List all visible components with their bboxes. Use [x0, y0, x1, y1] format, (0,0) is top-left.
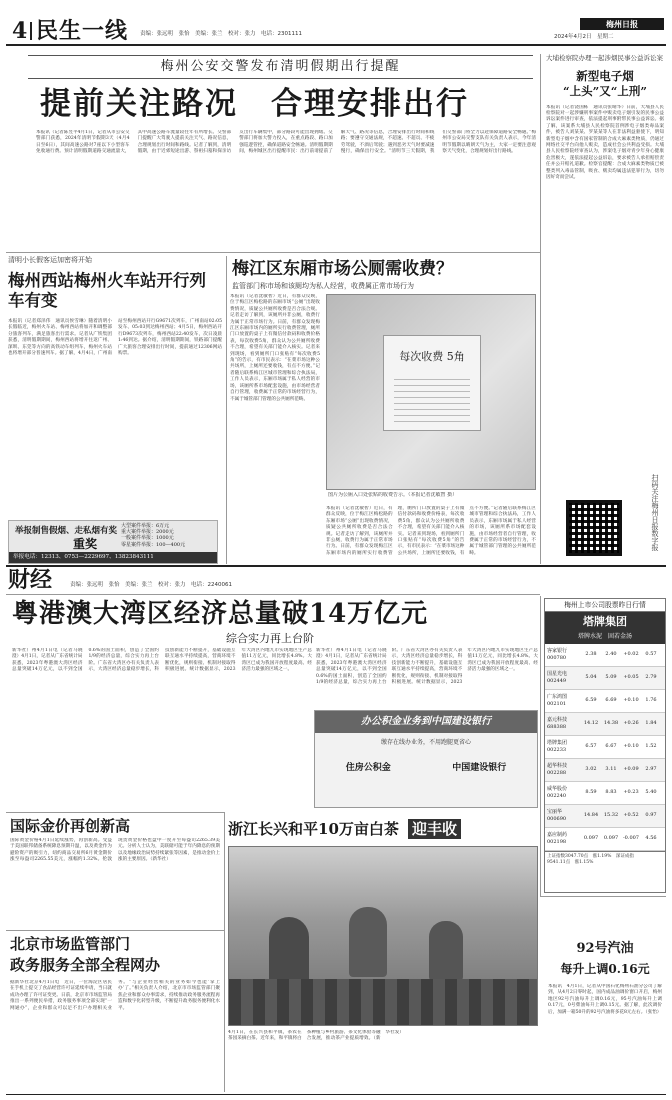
sidebar-kicker: 大埔检察院办理一起涉烟民事公益诉讼案 [546, 54, 663, 62]
stock-row [545, 828, 665, 851]
stock-row [545, 690, 665, 713]
gba-headline: 粤港澳大湾区经济总量破14万亿元 [12, 599, 429, 629]
masthead-rule [6, 44, 666, 46]
stock-value: 0.097 [603, 835, 619, 842]
tea-bushes [229, 979, 537, 1025]
fee-sign-lines [394, 374, 470, 424]
ad-level: 一般案件举报：1000元 [121, 535, 174, 542]
rail-label-text: 扫码关注梅州日报数字报 [651, 474, 659, 551]
stock-footer-line: 9541.11点 涨1.15% [547, 860, 594, 865]
stock-name: 宝丽华 [547, 809, 563, 815]
stock-name-cell [545, 717, 581, 731]
stock-value: 14.12 [583, 720, 599, 727]
tea-headline-emph: 迎丰收 [408, 819, 461, 839]
fuel-headline-2: 每升上调0.16元 [560, 962, 650, 976]
beijing-headline-1: 北京市场监管部门 [10, 935, 131, 953]
stock-code: 000780 [547, 655, 567, 661]
gold-divider [6, 812, 224, 813]
stock-code: 002101 [547, 701, 567, 707]
ad-levels [121, 523, 217, 548]
gba-subhead: 综合实力再上台阶 [226, 632, 314, 645]
issue-date: 2024年4月2日 星期二 [554, 34, 614, 40]
report-reward-ad [8, 520, 218, 564]
stock-name: 嘉应制药 [547, 832, 568, 838]
stock-value: +0.26 [623, 720, 639, 727]
stock-value: 0.57 [645, 651, 657, 658]
stock-row [545, 759, 665, 782]
stock-value: 3.02 [585, 766, 597, 773]
stock-brand [545, 612, 665, 644]
stock-name-cell [545, 671, 581, 685]
housing-fund-logo: 住房公积金 [345, 763, 391, 773]
fee-sign [383, 335, 481, 431]
ad-level: 零星案件举报：100—400元 [121, 541, 186, 548]
stock-value: 15.32 [603, 812, 619, 819]
editor-line: 责编：张远明 张怡 美编：张兰 校对：张力 电话：2301111 [140, 31, 302, 37]
rail-divider [540, 54, 541, 564]
lead-headline: 提前关注路况 合理安排出行 [40, 86, 469, 122]
stock-value: 6.67 [605, 743, 617, 750]
toilet-caption: 图片为公厕入口处张贴的收费告示。（本报记者沈敏智 摄） [328, 492, 458, 498]
stock-value: +0.09 [623, 766, 639, 773]
tea-photo [228, 846, 538, 1026]
stock-footer-line: 上证指数3047.70点 涨1.19% 深证成指 [547, 854, 634, 859]
stock-value: 3.11 [605, 766, 617, 773]
lead-body: 本报讯（记者陈昱平4月1日，记者从市公安交警部门获悉，2024年清明节假期3天（4月4日至6日），其间高速公路对7座以下小型客车免收通行费。预计清明假期道路交通流量大，其中高速公路车流量较往年有所增长。交警部门提醒广大驾驶人提前关注天气、路况信息，合理规划出行时间和路线。记者了解到，清明假期，由于近郊短途出游、祭祖扫墓和探亲访友出行车辆集中，部分路段可能出现拥堵。交警部门将加大警力投入，在重点路段、路口加强巡逻管控，确保道路安全畅通。清明假期期间，梅州城区出行提醒市民：出行前请提前了解天气、路况等信息，合理安排出行时间和线路；要遵守交通法规，不超速、不超员、不疲劳驾驶，不酒后驾驶；遇到恶劣天气时要减速慢行，确保出行安全。“清明节三天假期，我们交警部门将全力以赴保障道路安全畅通。”梅州市公安局交警支队有关负责人表示，今年清明节假期以晴朗天气为主，大家一定要注意观察天气变化，合理规划好出行路线。 [36, 130, 536, 155]
stock-value: 6.59 [585, 697, 597, 704]
stock-title: 梅州上市公司股票昨日行情 [545, 599, 665, 612]
train-body: 本报讯（记者郑泽伟 通讯员侯雪琳）随着清明小长假临近，梅州火车站、梅州西站将加开和调整部分旅客列车，满足旅客出行需求。记者从广铁集团获悉，清明假期期间，梅州西站将增开往返广州、深圳、东莞等方向的高铁动车组列车，梅州火车站也将增开部分普速列车。据了解，4月4日，广州南站至梅州西站开行G9671次列车，广州南站02:05发车、05:03到达梅州西站；4月5日，梅州西站开行D9673次列车，梅州西站22:40发车，次日凌晨1:46到达。据介绍，清明假期期间，铁路部门提醒广大旅客合理安排出行时间，提前通过12306网站购票。 [8, 319, 222, 357]
brand-name: 塔牌集团 [583, 615, 627, 628]
stock-value: 2.97 [645, 766, 657, 773]
toilet-body-right: 本报讯（记者沈敏智）近日，有群众反映，位于梅江区梅松路的东厢市场“公厕”出现收费情况，质疑公共厕所收费是否合法合规。记者走访了解到，该厕所并非公厕，收费行为属于正常市场行为。日前，有群众发现梅江区东厢市场内的厕所实行收费管理，厕所门口放置的桌子上有微信付款码和收费价格表，每次收费5角，群众认为公共厕所收费不合理，希望有关部门能介入核实。记者来到现场，看到厕所门口张贴有“每次收费5角”的告示，有市民表示：“在菜市场这种公共场所，上厕所还要收钱，有点不方便。”记者随后联系梅江区城市管理和综合执法局，工作人员表示，东厢市场属于私人经营的市场，该厕所系市场配套设施，由市场经营者自行管理，收费属于正常的市场经营行为，不属于城管部门管理的公共厕所范畴。 [326, 506, 536, 556]
stock-name-cell [545, 809, 581, 823]
fee-sign-text: 每次收费 5角 [399, 350, 465, 363]
stock-code: 000690 [547, 816, 567, 822]
qr-code-icon [566, 500, 622, 556]
stock-name: 威华股份 [547, 786, 568, 792]
gold-body: 国际黄金价格4月1日延续涨势，再创新高。受益于美国联邦储备系统降息预期升温，以及黄金作为避险资产的吸引力，纽约商品交易所6月黄金期价涨至每盎司2265.55美元，涨幅约1.32%。伦敦现货黄金价格也盘中一度升至每盎司2265.39美元。分析人士认为，美联储可能于年内降息的预期以及地缘政治局势持续紧张等因素，是推动金价上涨的主要原因。（新华社） [10, 838, 220, 863]
stock-name: 嘉元科技 [547, 717, 568, 723]
paper-logo [580, 18, 664, 30]
stock-value: 5.40 [645, 789, 657, 796]
section-divider-train [6, 252, 540, 253]
toilet-headline: 梅江区东厢市场公厕需收费？ [232, 259, 453, 279]
ad-banner-title: 办公积金业务到中国建设银行 [361, 716, 491, 727]
tea-picker-1 [269, 917, 309, 987]
stock-name-cell [545, 694, 581, 708]
finance-rule [6, 594, 540, 595]
page-masthead [6, 18, 666, 45]
stock-code: 002288 [547, 770, 567, 776]
stock-value: -0.007 [622, 835, 639, 842]
sidebar-headline-1: 新型电子烟 [576, 68, 634, 83]
toilet-body-left: 本报讯（记者沈敏智）近日，有群众反映，位于梅江区梅松路的东厢市场“公厕”出现收费情况，质疑公共厕所收费是否合法合规。记者走访了解到，该厕所并非公厕，收费行为属于正常市场行为。日前，有群众发现梅江区东厢市场内的厕所实行收费管理，厕所门口放置的桌子上有微信付款码和收费价格表，每次收费5角，群众认为公共厕所收费不合理，希望有关部门能介入核实。记者来到现场，看到厕所门口张贴有“每次收费5角”的告示，有市民表示：“在菜市场这种公共场所，上厕所还要收钱，有点不方便。”记者随后联系梅江区城市管理和综合执法局，工作人员表示，东厢市场属于私人经营的市场，该厕所系市场配套设施，由市场经营者自行管理，收费属于正常的市场经营行为，不属于城管部门管理的公共厕所范畴。 [230, 294, 320, 402]
ad-title: 举报制售假烟、走私烟有奖 [15, 526, 118, 536]
stock-value: 2.38 [585, 651, 597, 658]
ad-reward: 重奖 [73, 537, 98, 551]
stock-code: 002240 [547, 793, 567, 799]
finance-editor-line: 责编：张远明 张怡 美编：张兰 校对：张力 电话：2240061 [70, 582, 232, 588]
tea-divider [224, 812, 225, 1092]
beijing-divider [6, 930, 224, 931]
stock-value: +0.10 [623, 697, 639, 704]
gba-body-left: 新华社广州4月1日电（记者马晓澄）4月1日，记者从广东省统计局获悉，2023年粤港澳大湾区经济总量突破14万亿元，以不到全国0.6%的国土面积，创造了全国约1/9的经济总量，综合实力再上台阶。广东省大湾区办有关负责人表示，大湾区经济总量稳步增长，科技创新能力不断提升，基础设施互联互通水平持续提高，营商环境不断优化，规则衔接、机制对接取得积极进展。统计数据显示，2023年大湾区内地九市实现地区生产总值11万亿元，同比增长4.8%。大湾区已成为我国开放程度最高、经济活力最强的区域之一。 [12, 648, 312, 673]
gold-headline: 国际金价再创新高 [10, 817, 131, 835]
finance-section-title: 财经 [8, 567, 53, 593]
lead-kicker: 梅州公安交警发布清明假期出行提醒 [160, 59, 401, 74]
rail-vertical-label [640, 465, 660, 560]
tea-caption: 4月1日，在长兴县和平镇，茶农在茶园采摘白茶。近年来，和平镇将白茶种植与乡村旅游、茶文化体验等融合发展，推动茶产业提质增效。（新华社发） [228, 1030, 404, 1042]
stock-name-cell [545, 786, 581, 800]
stock-divider [540, 596, 541, 896]
gba-body-right: 新华社广州4月1日电（记者马晓澄）4月1日，记者从广东省统计局获悉，2023年粤港澳大湾区经济总量突破14万亿元，以不到全国0.6%的国土面积，创造了全国约1/9的经济总量，综合实力再上台阶。广东省大湾区办有关负责人表示，大湾区经济总量稳步增长，科技创新能力不断提升，基础设施互联互通水平持续提高，营商环境不断优化，规则衔接、机制对接取得积极进展。统计数据显示，2023年大湾区内地九市实现地区生产总值11万亿元，同比增长4.8%。大湾区已成为我国开放程度最高、经济活力最强的区域之一。 [316, 648, 538, 686]
qr-block [566, 500, 626, 562]
ad-level: 重大案件举报：2000元 [121, 529, 174, 536]
stock-name: 国星光电 [547, 671, 568, 677]
stock-row [545, 736, 665, 759]
ad-hotline-bar [9, 552, 217, 563]
stock-name-cell [545, 832, 581, 846]
stock-footer [545, 851, 665, 868]
beijing-body: 据新华社北京4月1日电 近日，一位海淀区居民在手机上提交了食品经营许可证延续申请，当日就成功办理了许可证变更。日前，北京市市场监管局推出一系列便民举措，政务服务事项全部实现“一网通办”，企业和群众可以足不出户办理相关业务。“与企业经营相关的业务如今也能‘掌上办’了。”相关负责人介绍，北京市市场监管部门聚焦企业和群众办事需求，持续推动政务服务流程再造和数字化转型升级，不断提升政务服务便利化水平。 [10, 980, 220, 1011]
housing-fund-ad [314, 710, 538, 808]
finance-rule-top [6, 565, 666, 567]
fuel-body: 本报讯 4月1日，记者从中国石化梅州石油分公司了解到，从4月2日零时起，国内成品油调价窗口开启，梅州地区92号汽油每升上调0.16元，95号汽油每升上调0.17元，0号柴油每升上调0.15元。据了解，此次调价后，加满一箱50升的92号汽油将多花8元左右。（张怡） [548, 984, 662, 1015]
train-headline: 梅州西站梅州火车站开行列车有变 [8, 271, 206, 310]
stock-value: 5.04 [585, 674, 597, 681]
tea-headline-bar [228, 814, 538, 844]
stock-row [545, 805, 665, 828]
brand-slogan: 塔牌水泥 固若金汤 [577, 633, 632, 640]
fuel-divider [540, 896, 666, 897]
ad-level: 大型案件举报：6万元 [121, 523, 170, 529]
stock-value: 8.59 [585, 789, 597, 796]
stock-value: 4.56 [645, 835, 657, 842]
section-title: 民生一线 [36, 18, 129, 44]
stock-code: 688388 [547, 724, 567, 730]
stock-value: 6.69 [605, 697, 617, 704]
tea-picker-2 [349, 907, 387, 977]
toilet-subhead: 监管部门称市场和该厕均为私人经营，收费属正常市场行为 [232, 282, 414, 290]
train-story [8, 256, 222, 536]
page-number-divider [30, 22, 32, 40]
stock-row [545, 713, 665, 736]
stock-value: +0.02 [623, 651, 639, 658]
fuel-headline-1: 92号汽油 [576, 941, 634, 956]
stock-value: 14.84 [583, 812, 599, 819]
stock-value: 2.40 [605, 651, 617, 658]
stock-value: 1.76 [645, 697, 657, 704]
stock-rows [545, 644, 665, 851]
stock-panel [544, 598, 666, 893]
train-kicker: 清明小长假客运加密将开始 [8, 256, 92, 264]
ccb-logo: 中国建设银行 [452, 763, 507, 773]
tea-picker-3 [429, 921, 463, 981]
stock-name: 超华科技 [547, 763, 568, 769]
stock-value: 6.57 [585, 743, 597, 750]
stock-value: +0.10 [623, 743, 639, 750]
stock-value: 8.83 [605, 789, 617, 796]
train-toilet-divider [226, 256, 227, 564]
stock-name-cell [545, 648, 581, 662]
stock-value: 1.52 [645, 743, 657, 750]
ad-hotline-label: 举报电话： [13, 554, 41, 560]
sidebar-story [546, 54, 664, 454]
ad-hotline: 12313、0753—2229697、13823843111 [40, 554, 154, 560]
paper-name: 梅州日报 [606, 19, 638, 29]
stock-name: 客家银行 [547, 648, 568, 654]
stock-name-cell [545, 740, 581, 754]
page-number: 4 [12, 18, 28, 44]
toilet-photo [326, 294, 536, 490]
stock-row [545, 644, 665, 667]
stock-code: 002198 [547, 839, 567, 845]
page-bottom-rule [6, 1094, 666, 1095]
stock-value: 2.79 [645, 674, 657, 681]
stock-code: 002449 [547, 678, 567, 684]
beijing-headline-2: 政务服务全部全程网办 [10, 956, 161, 974]
stock-name: 塔牌集团 [547, 740, 568, 746]
stock-value: 14.38 [603, 720, 619, 727]
sidebar-body: 本报讯（记者饶国栋 通讯员张晴华）日前，大埔县人民检察院对一起涉嫌刑事案件中贩卖电子烟引发的民事公益诉讼案件进行审查，依法提起刑事附带民事公益诉讼。据了解，该案系大埔县人民检察院首例涉电子烟类毒品案件，被告人刘某某、罗某某等人在非法利益驱使下，明知新型电子烟中含有国家管制的合成大麻素类物质，仍通过网络社交平台向他人贩卖，造成社会公共利益受损。大埔县人民检察院经审查认为，涉案电子烟对青少年身心健康危害极大，遂依法提起公益诉讼，要求被告人承担赔偿责任并公开赔礼道歉。检察官提醒：合成大麻素类物质已被整类列入毒品管制，吸食、贩卖均属违法犯罪行为，切勿因好奇而尝试。 [546, 104, 664, 180]
ad-logos [315, 760, 537, 773]
ad-subtitle: 缴存在线办业务，不用跑腿更省心 [380, 739, 471, 746]
stock-value: 5.09 [605, 674, 617, 681]
stock-value: 1.84 [645, 720, 657, 727]
stock-row [545, 782, 665, 805]
stock-value: 0.097 [583, 835, 599, 842]
stock-code: 002233 [547, 747, 567, 753]
tea-headline: 浙江长兴和平10万亩白茶 [228, 820, 399, 838]
lead-kicker-bar [28, 55, 533, 79]
stock-name: 广东鸿图 [547, 694, 568, 700]
sidebar-headline-2: “上头”又“上刑” [563, 83, 647, 98]
stock-value: 0.97 [645, 812, 657, 819]
stock-value: +0.23 [623, 789, 639, 796]
stock-name-cell [545, 763, 581, 777]
stock-value: +0.52 [623, 812, 639, 819]
stock-value: +0.05 [623, 674, 639, 681]
ad-banner [315, 711, 537, 733]
stock-row [545, 667, 665, 690]
